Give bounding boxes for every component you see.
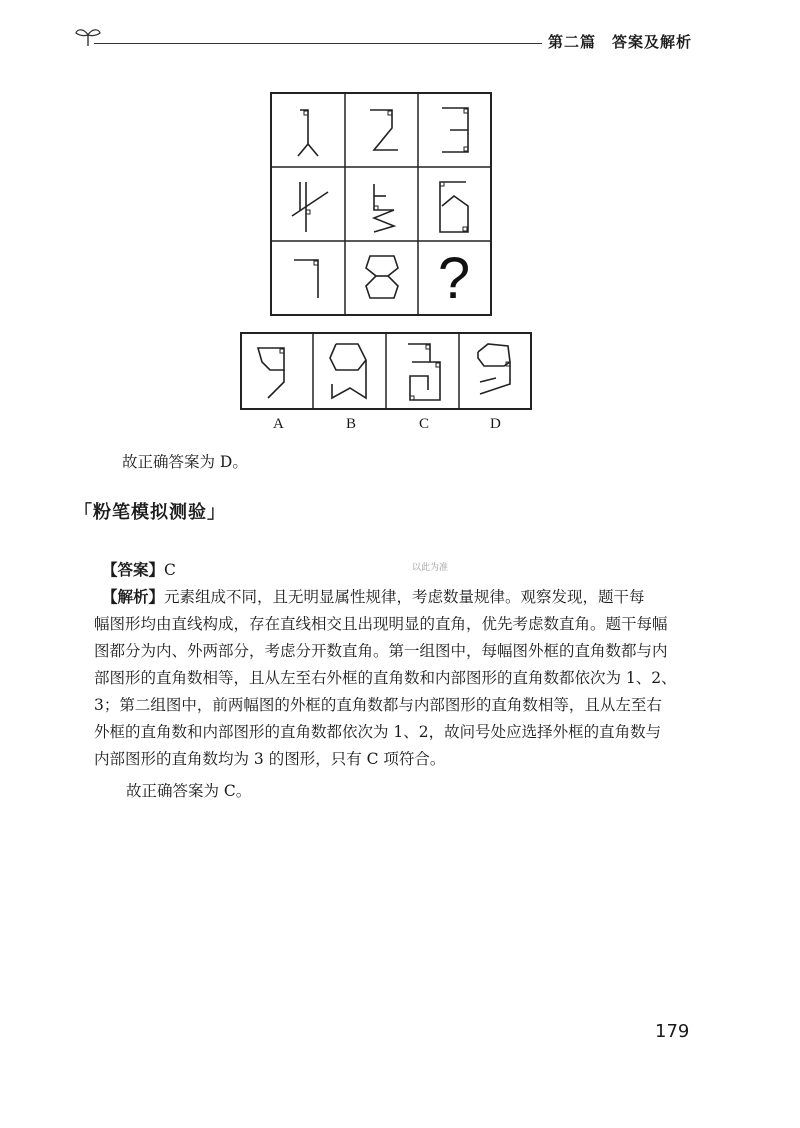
faint-stamp: 以此为准	[412, 563, 449, 573]
option-c-figure[interactable]	[408, 344, 440, 400]
prev-answer: 故正确答案为 D。	[122, 453, 248, 471]
analysis-line-6: 外框的直角数和内部图形的直角数都依次为 1、2，故问号处应选择外框的直角数与	[94, 723, 662, 741]
analysis-line-2: 幅图形均由直线构成，存在直线相交且出现明显的直角，优先考虑数直角。题干每幅	[94, 615, 668, 633]
header-title: 第二篇 答案及解析	[548, 33, 693, 51]
option-label-a: A	[273, 416, 284, 432]
option-b-figure[interactable]	[330, 344, 366, 398]
answer-value: C	[164, 561, 176, 579]
analysis-label: 【解析】	[102, 587, 165, 606]
figure-cell-4	[292, 182, 328, 232]
option-d-figure[interactable]	[478, 344, 510, 394]
figure-cell-8	[366, 256, 398, 298]
analysis-line-3: 图都分为内、外两部分，考虑分开数直角。第一组图中，每幅图外框的直角数都与内	[94, 642, 668, 660]
figure-cell-1	[298, 110, 318, 156]
answer-line	[102, 560, 176, 580]
analysis-line-7: 内部图形的直角数均为 3 的图形，只有 C 项符合。	[94, 750, 446, 768]
option-a-figure[interactable]	[258, 348, 284, 398]
analysis-line-5: 3；第二组图中，前两幅图的外框的直角数都与内部图形的直角数相等，且从左至右	[94, 696, 662, 714]
option-label-c: C	[419, 416, 430, 432]
option-label-d: D	[490, 416, 501, 432]
figure-cell-7	[294, 260, 318, 298]
bracket-open-icon: 「	[74, 502, 93, 523]
header-rule	[94, 43, 542, 44]
figure-grid	[270, 92, 492, 316]
analysis-line-1: 【解析】元素组成不同，且无明显属性规律，考虑数量规律。观察发现，题干每	[102, 587, 645, 606]
analysis-line-4: 部图形的直角数相等，且从左至右外框的直角数和内部图形的直角数都依次为 1、2、	[94, 669, 677, 687]
section-title: 「粉笔模拟测验」	[74, 502, 226, 523]
answer-options	[240, 332, 532, 410]
answer-label: 【答案】	[102, 560, 165, 579]
question-mark: ?	[437, 246, 471, 311]
figure-cell-3	[442, 108, 468, 152]
conclusion: 故正确答案为 C。	[126, 782, 252, 800]
sprout-icon	[74, 26, 102, 48]
figure-cell-2	[370, 110, 398, 150]
figure-cell-6	[440, 182, 468, 232]
page-number: 179	[655, 1021, 690, 1042]
bracket-close-icon: 」	[207, 502, 226, 523]
option-label-b: B	[346, 416, 357, 432]
figure-cell-5	[374, 184, 394, 232]
